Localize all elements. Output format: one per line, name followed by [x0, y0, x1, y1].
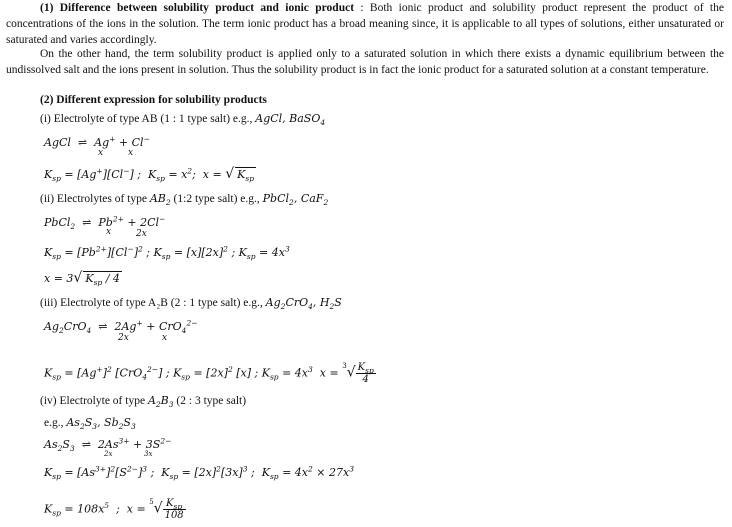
eg-text: e.g.,: [44, 417, 64, 429]
equation-pbcl2: PbCl$_2$ ⇌ $Pb^{2+} + 2Cl^-$: [44, 214, 166, 232]
type-ii-mid: (1:2 type salt) e.g.,: [173, 193, 260, 205]
type-i-text: (i) Electrolyte of type AB (1 : 1 type salt) e.g.,: [40, 113, 253, 125]
type-iv-label: (iv) Electrolyte of type $A_2B_3$ (2 : 3 type salt): [40, 394, 247, 410]
type-iv-text: (iv) Electrolyte of type: [40, 395, 146, 407]
type-i-label: (i) Electrolyte of type AB (1 : 1 type salt) e.g., AgCl, BaSO$_4$: [40, 112, 326, 128]
equation-ksp-ii: $K_{sp} = [Pb^{2+}][Cl^-]^2$ ; $K_{sp} = [x][2x]^2$ ; $K_{sp} = 4x^3$: [44, 244, 290, 262]
equation-as2s3: $As_2S_3$ ⇌ $2As^{3+} + 3S^{2-}$: [44, 436, 172, 454]
paragraph-heading: (1) Difference between solubility product and ionic product: [40, 2, 355, 14]
type-iv-mid: (2 : 3 type salt): [176, 395, 247, 407]
section-heading: (2) Different expression for solubility products: [40, 94, 267, 106]
equation-agcl: AgCl ⇌ Ag+ + Cl−: [44, 134, 150, 149]
type-iii-text: (iii) Electrolyte of type A₂B (2 : 1 type salt) e.g.,: [40, 297, 263, 309]
equation-ag2cro4: $Ag_2CrO_4$ ⇌ 2Ag+ + CrO$_4^{2-}$: [44, 318, 198, 336]
type-iv-example: e.g., $As_2S_3$, $Sb_2S_3$: [44, 416, 136, 432]
equation-ksp-i: $K_{sp} = [Ag^+][Cl^-]$ ; $K_{sp} = x^2$; x = √ $K_{sp}$: [44, 166, 254, 184]
paragraph-difference: [6, 0, 724, 48]
paragraph-body: : Both ionic product and solubility product represent the product of the concentrations of the ions in the solution. The term ionic product has a broad meaning since, it is applicable to all types of solutions, either unsaturated or saturated and varies accordingly.: [6, 2, 724, 46]
equation-x-ii: x = 3√ $K_{sp} / 4$: [44, 270, 120, 288]
type-ii-label: (ii) Electrolytes of type $AB_2$ (1:2 type salt) e.g., PbCl$_2$, CaF$_2$: [40, 192, 329, 208]
document-page: (1) Difference between solubility product and ionic product : Both ionic product and solubility product represent the product of the concentrations of the ions in the solution. The term ionic product has a broad meaning since, it is applicable to all types of solutions, either unsaturated or saturated and varies accordingly. On the other hand, the term solubility product is applied only to a saturated solution in which there exists a dynamic equilibrium between the undissolved salt and the ions present in solution. Thus the solubility product is in fact the ionic product for a saturated solution at a constant temperature. (2) Different expression for solubility products (i) Electrolyte of type AB (1 : 1 type salt) e.g., AgCl, BaSO$_4$ AgCl ⇌ Ag+ + Cl− x x $K_{sp} = [Ag^+][Cl^-]$ ; $K_{sp} = x^2$; x = √ $K_{sp}$ (ii) Electrolytes of type $AB_2$ (1:2 type salt) e.g., PbCl$_2$, CaF$_2$ PbCl$_2$ ⇌ $Pb^{2+} + 2Cl^-$ x 2x $K_{sp} = [Pb^{2+}][Cl^-]^2$ ; $K_{sp} = [x][2x]^2$ ; $K_{sp} = 4x^3$ x = 3√ $K_{sp} / 4$ (iii) Electrolyte of type A₂B (2 : 1 type salt) e.g., $Ag_2CrO_4$, $H_2S$ $Ag_2CrO_4$ ⇌ 2Ag+ + CrO$_4^{2-}$ 2x x $K_{sp} = [Ag^+]^2$ [CrO$_4^{2-}$] ; $K_{sp} = [2x]^2$ [x] ; $K_{sp} = 4x^3$ x = $^3$√ $\frac{K_{sp}}{4}$ (iv) Electrolyte of type $A_2B_3$ (2 : 3 type salt) e.g., $As_2S_3$, $Sb_2S_3$ $As_2S_3$ ⇌ $2As^{3+} + 3S^{2-}$ 2x 3x $K_{sp} = [As^{3+}]^2[S^{2-}]^3$ ; $K_{sp} = [2x]^2[3x]^3$ ; $K_{sp} = 4x^2 \times 27x^3$ $K_{sp} = 108x^5$ ; x = $^5$√ $\frac{K_{sp}}{108}$: [6, 2, 724, 521]
equation-x-iv: $K_{sp} = 108x^5$ ; x = $^5$√ $\frac{K_{sp}}{108}$: [44, 498, 184, 521]
type-ii-text: (ii) Electrolytes of type: [40, 193, 147, 205]
equation-ksp-iv: $K_{sp} = [As^{3+}]^2[S^{2-}]^3$ ; $K_{sp} = [2x]^2[3x]^3$ ; $K_{sp} = 4x^2 \times 27x^3$: [44, 464, 354, 482]
equation-ksp-iii: $K_{sp} = [Ag^+]^2$ [CrO$_4^{2-}$] ; $K_{sp} = [2x]^2$ [x] ; $K_{sp} = 4x^3$ x = $^3$√ $\frac{K_{sp}}{4}$: [44, 362, 374, 385]
type-iii-label: (iii) Electrolyte of type A₂B (2 : 1 type salt) e.g., $Ag_2CrO_4$, $H_2S$: [40, 296, 342, 312]
paragraph-solubility: On the other hand, the term solubility product is applied only to a saturated solution in which there exists a dynamic equilibrium between the undissolved salt and the ions present in solution. Thus the solubility product is in fact the ionic product for a saturated solution at a constant temperature.: [6, 48, 724, 76]
